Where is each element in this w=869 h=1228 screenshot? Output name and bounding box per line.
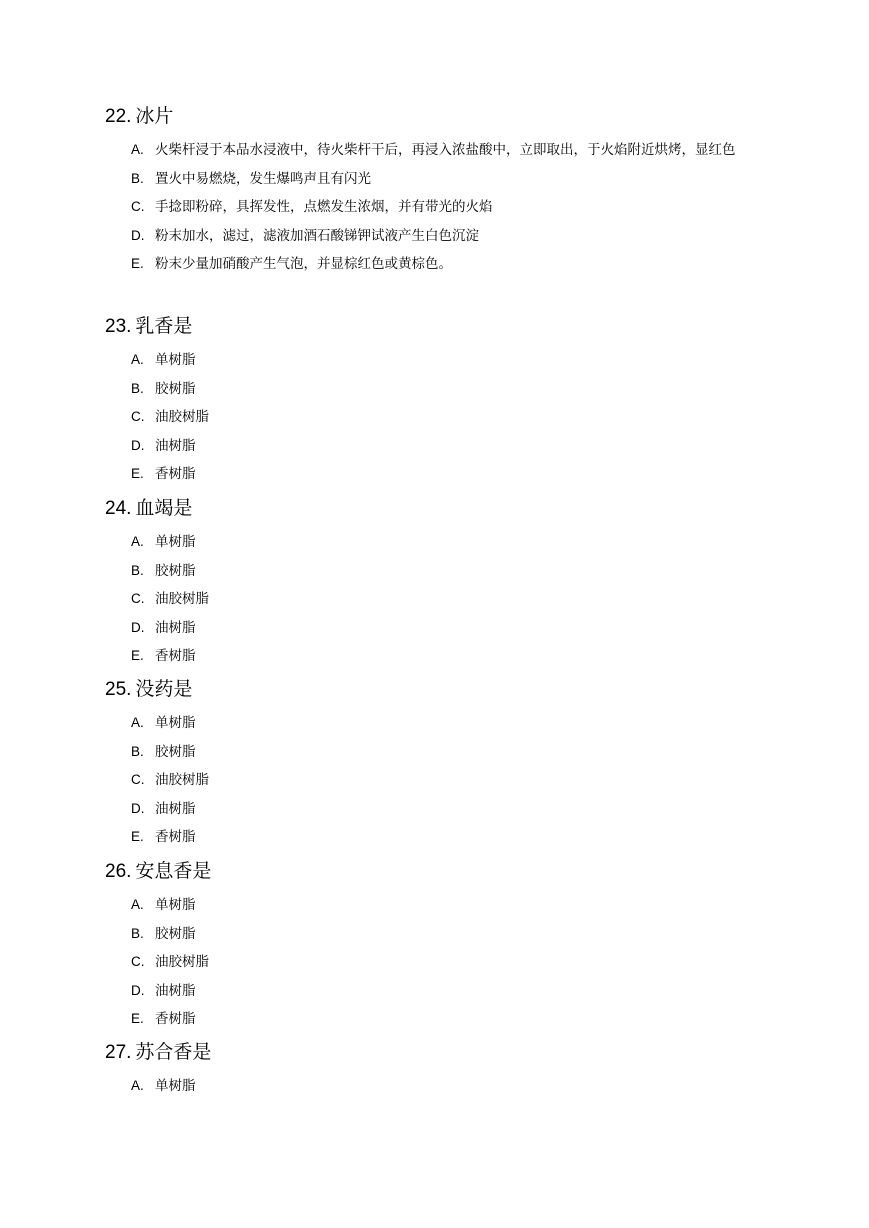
option-letter: D. bbox=[131, 437, 145, 453]
option-list bbox=[131, 891, 775, 1034]
option-text: 油树脂 bbox=[155, 619, 196, 636]
question-title bbox=[105, 1040, 775, 1066]
option-text: 油胶树脂 bbox=[155, 409, 209, 425]
option-text: 单树脂 bbox=[155, 352, 196, 368]
option-text: 手捻即粉碎，具挥发性，点燃发生浓烟，并有带光的火焰 bbox=[155, 199, 493, 215]
question-title bbox=[105, 496, 775, 522]
option-text: 火柴杆浸于本品水浸液中，待火柴杆干后，再浸入浓盐酸中，立即取出，于火焰附近烘烤，显红色 bbox=[155, 142, 736, 158]
option-text: 油胶树脂 bbox=[155, 591, 209, 607]
option-letter: E. bbox=[131, 466, 144, 481]
question-number: 27. bbox=[105, 1042, 132, 1063]
question-number: 25. bbox=[105, 679, 132, 700]
option-b bbox=[131, 165, 775, 194]
question-text: 乳香是 bbox=[135, 316, 193, 337]
option-letter: C. bbox=[131, 954, 145, 969]
option-letter: B. bbox=[131, 170, 144, 186]
option-e bbox=[131, 1005, 775, 1034]
option-c bbox=[131, 948, 775, 977]
question-title bbox=[105, 104, 775, 130]
option-d bbox=[131, 614, 775, 643]
option-a bbox=[131, 346, 775, 375]
option-letter: D. bbox=[131, 227, 145, 243]
option-a bbox=[131, 891, 775, 920]
option-letter: D. bbox=[131, 800, 145, 816]
option-letter: C. bbox=[131, 199, 145, 214]
option-text: 油胶树脂 bbox=[155, 954, 209, 970]
option-letter: A. bbox=[131, 352, 144, 367]
option-text: 香树脂 bbox=[155, 466, 196, 482]
option-letter: C. bbox=[131, 409, 145, 424]
option-c bbox=[131, 766, 775, 795]
option-text: 油树脂 bbox=[155, 982, 196, 999]
option-a bbox=[131, 136, 775, 165]
option-text: 油树脂 bbox=[155, 800, 196, 817]
option-text: 胶树脂 bbox=[155, 743, 196, 760]
question-number: 23. bbox=[105, 316, 132, 337]
option-text: 粉末少量加硝酸产生气泡，并显棕红色或黄棕色。 bbox=[155, 256, 452, 272]
option-d bbox=[131, 222, 775, 251]
question-text: 冰片 bbox=[135, 106, 174, 127]
option-letter: B. bbox=[131, 562, 144, 578]
option-text: 单树脂 bbox=[155, 715, 196, 731]
option-text: 粉末加水，滤过，滤液加酒石酸锑钾试液产生白色沉淀 bbox=[155, 227, 479, 244]
option-text: 香树脂 bbox=[155, 1011, 196, 1027]
option-text: 单树脂 bbox=[155, 1078, 196, 1094]
option-letter: A. bbox=[131, 897, 144, 912]
option-text: 置火中易燃烧，发生爆鸣声且有闪光 bbox=[155, 170, 371, 187]
question-text: 血竭是 bbox=[135, 498, 193, 519]
question-23 bbox=[105, 314, 775, 489]
question-title bbox=[105, 314, 775, 340]
question-title bbox=[105, 859, 775, 885]
option-b bbox=[131, 920, 775, 949]
option-e bbox=[131, 642, 775, 671]
question-title bbox=[105, 677, 775, 703]
option-list bbox=[131, 709, 775, 852]
option-b bbox=[131, 738, 775, 767]
option-list bbox=[131, 1072, 775, 1101]
option-text: 油胶树脂 bbox=[155, 772, 209, 788]
option-c bbox=[131, 403, 775, 432]
option-list bbox=[131, 346, 775, 489]
option-text: 胶树脂 bbox=[155, 380, 196, 397]
option-letter: B. bbox=[131, 925, 144, 941]
option-letter: A. bbox=[131, 1078, 144, 1093]
question-24 bbox=[105, 496, 775, 671]
question-number: 26. bbox=[105, 861, 132, 882]
question-27 bbox=[105, 1040, 775, 1101]
option-e bbox=[131, 250, 775, 279]
option-letter: D. bbox=[131, 619, 145, 635]
question-number: 24. bbox=[105, 498, 132, 519]
option-letter: D. bbox=[131, 982, 145, 998]
option-letter: A. bbox=[131, 534, 144, 549]
option-letter: E. bbox=[131, 829, 144, 844]
option-letter: E. bbox=[131, 648, 144, 663]
option-letter: C. bbox=[131, 591, 145, 606]
option-text: 胶树脂 bbox=[155, 562, 196, 579]
option-c bbox=[131, 585, 775, 614]
option-e bbox=[131, 460, 775, 489]
option-text: 单树脂 bbox=[155, 897, 196, 913]
option-a bbox=[131, 1072, 775, 1101]
option-d bbox=[131, 795, 775, 824]
option-text: 香树脂 bbox=[155, 829, 196, 845]
option-letter: C. bbox=[131, 772, 145, 787]
option-text: 胶树脂 bbox=[155, 925, 196, 942]
option-letter: B. bbox=[131, 743, 144, 759]
question-26 bbox=[105, 859, 775, 1034]
option-list bbox=[131, 136, 775, 279]
option-text: 香树脂 bbox=[155, 648, 196, 664]
option-list bbox=[131, 528, 775, 671]
option-d bbox=[131, 977, 775, 1006]
option-letter: E. bbox=[131, 256, 144, 271]
option-letter: A. bbox=[131, 715, 144, 730]
option-text: 油树脂 bbox=[155, 437, 196, 454]
option-e bbox=[131, 823, 775, 852]
option-letter: B. bbox=[131, 380, 144, 396]
option-text: 单树脂 bbox=[155, 534, 196, 550]
option-a bbox=[131, 528, 775, 557]
option-b bbox=[131, 557, 775, 586]
question-text: 苏合香是 bbox=[135, 1042, 212, 1063]
option-b bbox=[131, 375, 775, 404]
question-text: 没药是 bbox=[135, 679, 193, 700]
option-letter: A. bbox=[131, 142, 144, 157]
question-22 bbox=[105, 104, 775, 279]
question-number: 22. bbox=[105, 106, 132, 127]
option-d bbox=[131, 432, 775, 461]
question-25 bbox=[105, 677, 775, 852]
option-letter: E. bbox=[131, 1011, 144, 1026]
option-a bbox=[131, 709, 775, 738]
question-text: 安息香是 bbox=[135, 861, 212, 882]
option-c bbox=[131, 193, 775, 222]
